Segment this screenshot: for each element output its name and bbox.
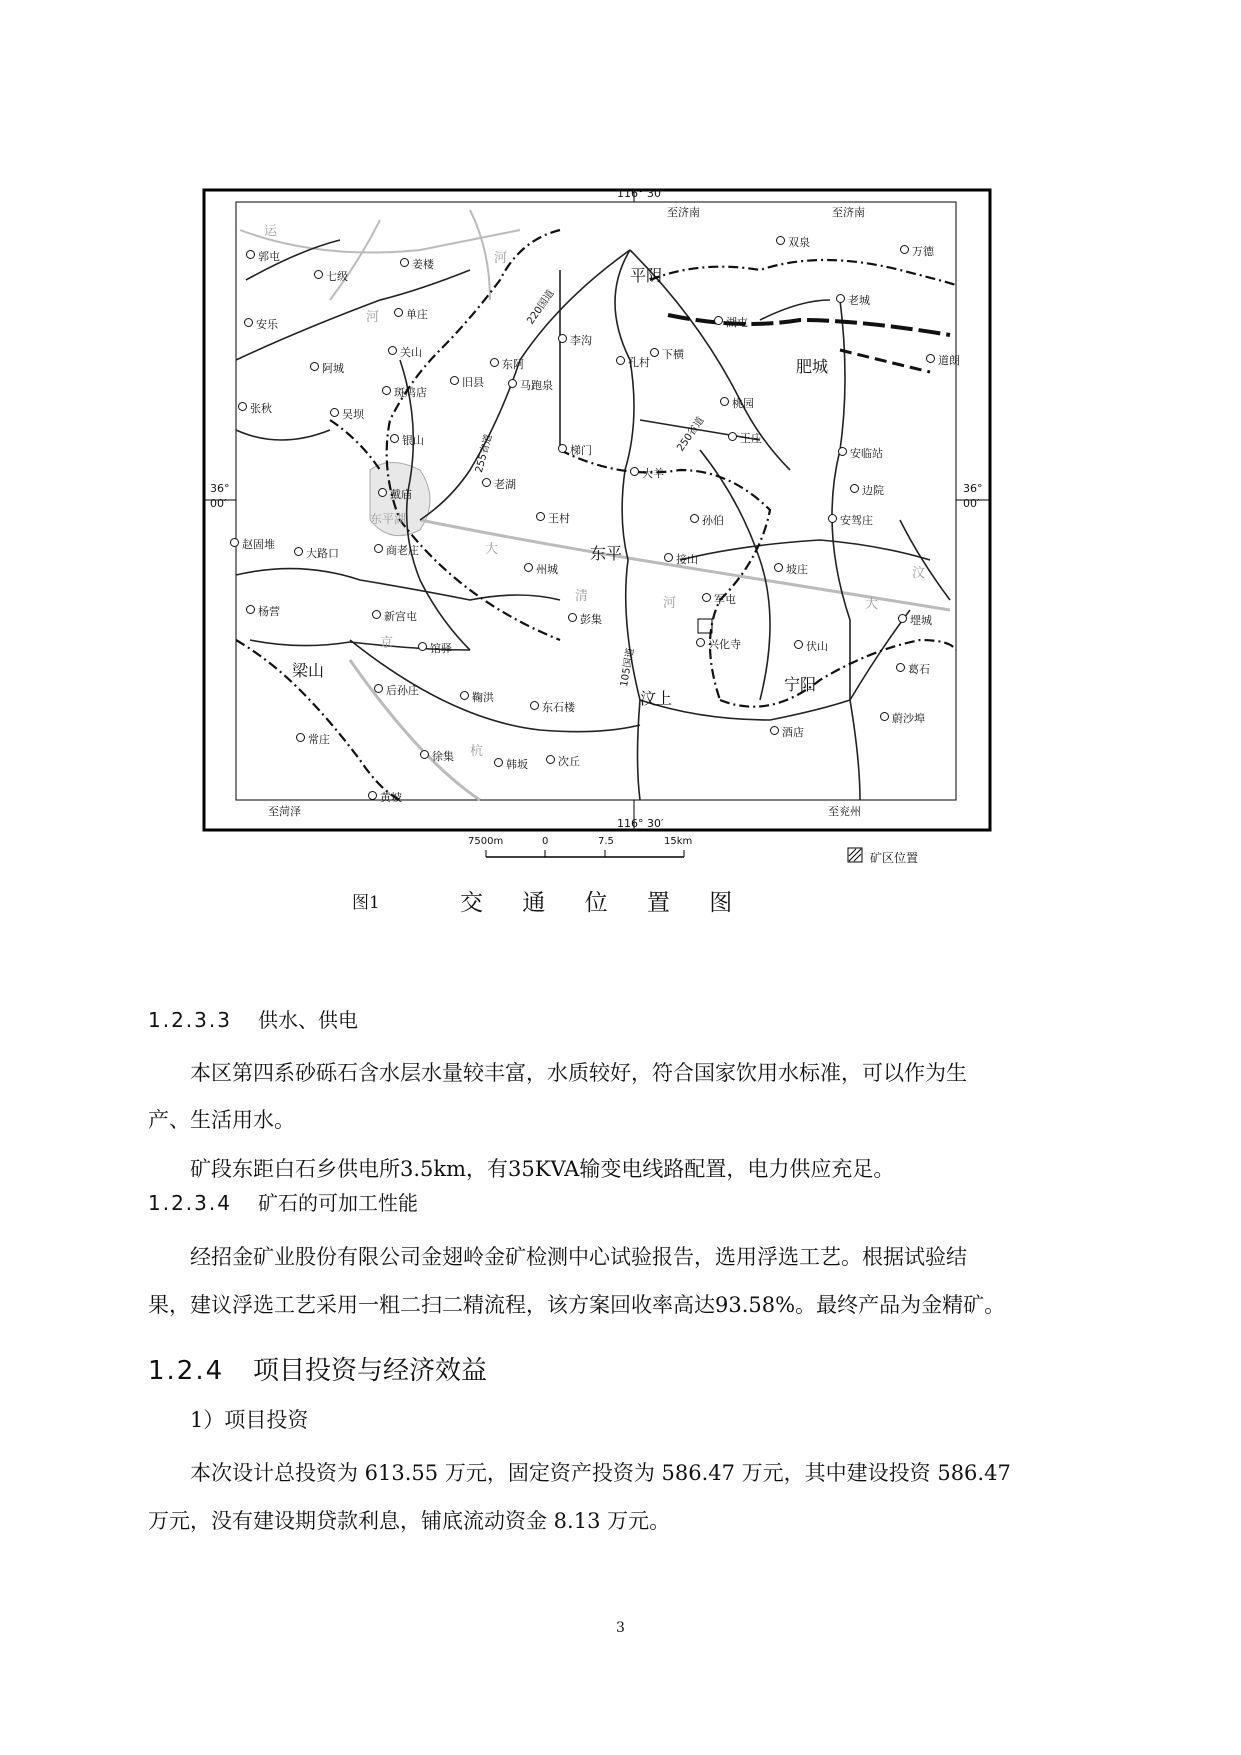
place-label: 马跑泉 (520, 379, 553, 392)
place-label: 安乐 (256, 318, 278, 331)
water-label: 运 (264, 224, 278, 239)
place-marker-icon (314, 270, 323, 279)
place-label: 大路口 (306, 547, 339, 560)
place-marker-icon (558, 334, 567, 343)
place-label: 湖屯 (726, 316, 748, 329)
place-label: 道朗 (938, 354, 960, 367)
section-number: 1.2.3.4 (148, 1191, 232, 1215)
section-title: 项目投资与经济效益 (253, 1356, 488, 1386)
place-marker-icon (460, 691, 469, 700)
place-label: 鞠洪 (472, 691, 494, 704)
place-marker-icon (898, 614, 907, 623)
place-label: 旧县 (462, 376, 484, 389)
place-marker-icon (702, 593, 711, 602)
longitude-top: 116° 30′ (617, 187, 664, 200)
place-marker-icon (230, 538, 239, 547)
city-label: 肥城 (796, 357, 829, 376)
section-title: 矿石的可加工性能 (258, 1191, 418, 1215)
place-label: 李沟 (570, 334, 592, 347)
place-label: 大羊 (642, 467, 664, 480)
place-label: 安驾庄 (840, 514, 873, 527)
section-heading-1234 (148, 1187, 418, 1216)
scale-label: 7500m (468, 836, 504, 847)
place-marker-icon (776, 236, 785, 245)
edge-label: 至济南 (832, 206, 865, 219)
place-marker-icon (374, 684, 383, 693)
water-label: 东平湖 (370, 512, 407, 526)
place-label: 酒店 (782, 726, 804, 739)
place-marker-icon (482, 478, 491, 487)
place-marker-icon (650, 348, 659, 357)
place-marker-icon (238, 402, 247, 411)
place-label: 馆驿 (430, 642, 452, 655)
place-label: 杨营 (258, 605, 280, 618)
water-label: 河 (663, 596, 677, 611)
place-marker-icon (794, 640, 803, 649)
edge-label: 至兖州 (828, 805, 861, 818)
legend-label: 矿区位置 (870, 851, 919, 865)
section-number: 1.2.4 (148, 1356, 225, 1386)
place-label: 新宫屯 (384, 610, 417, 623)
paragraph-investment-line1: 本次设计总投资为 613.55 万元，固定资产投资为 586.47 万元，其中建设投资 586.47 (190, 1461, 1011, 1485)
place-marker-icon (490, 358, 499, 367)
place-label: 王村 (548, 512, 570, 525)
water-label: 大 (865, 597, 879, 612)
place-marker-icon (394, 308, 403, 317)
place-label: 银山 (402, 434, 424, 447)
water-label: 河 (494, 251, 508, 266)
place-label: 徐集 (432, 750, 454, 763)
place-marker-icon (494, 758, 503, 767)
city-label: 梁山 (292, 661, 325, 680)
place-marker-icon (330, 408, 339, 417)
place-marker-icon (420, 750, 429, 759)
road-label: 255省道 (473, 433, 495, 474)
road-label: 220国道 (525, 288, 557, 327)
place-label: 姜楼 (412, 258, 434, 271)
water-label: 杭 (470, 744, 484, 759)
place-marker-icon (536, 512, 545, 521)
latitude-left-min: 00′ (210, 497, 227, 510)
paragraph-water-line1: 本区第四系砂砾石含水层水量较丰富，水质较好，符合国家饮用水标准，可以作为生 (190, 1061, 967, 1085)
place-label: 张秋 (250, 402, 272, 415)
section-heading-1233 (148, 1004, 358, 1033)
place-marker-icon (418, 642, 427, 651)
place-label: 州城 (536, 563, 558, 576)
place-label: 关山 (400, 346, 422, 359)
water-label: 清 (575, 589, 589, 604)
place-marker-icon (836, 294, 845, 303)
place-marker-icon (382, 386, 391, 395)
section-heading-124 (148, 1350, 487, 1387)
place-label: 单庄 (406, 308, 428, 321)
place-label: 军屯 (714, 593, 736, 606)
place-marker-icon (926, 354, 935, 363)
road-label: 250省道 (675, 415, 707, 454)
place-label: 接山 (676, 553, 698, 566)
place-marker-icon (896, 663, 905, 672)
place-label: 赵固堆 (242, 538, 275, 551)
place-marker-icon (390, 434, 399, 443)
place-marker-icon (696, 638, 705, 647)
section-title: 供水、供电 (258, 1008, 358, 1032)
place-label: 彭集 (580, 613, 602, 626)
water-label: 汶 (912, 566, 926, 581)
place-marker-icon (530, 701, 539, 710)
place-label: 常庄 (308, 733, 330, 746)
water-label: 大 (485, 542, 499, 557)
road-label: 105国道 (618, 647, 637, 688)
place-marker-icon (558, 444, 567, 453)
place-marker-icon (568, 613, 577, 622)
place-marker-icon (294, 547, 303, 556)
paragraph-ore-line1: 经招金矿业股份有限公司金翅岭金矿检测中心试验报告，选用浮选工艺。根据试验结 (190, 1245, 967, 1269)
section-number: 1.2.3.3 (148, 1008, 232, 1032)
place-marker-icon (508, 379, 517, 388)
place-marker-icon (378, 488, 387, 497)
edge-label: 至济南 (667, 206, 700, 219)
place-label: 次丘 (558, 755, 580, 768)
place-label: 双泉 (788, 236, 810, 249)
figure-caption-title: 交 通 位 置 图 (460, 890, 749, 916)
place-marker-icon (774, 563, 783, 572)
place-marker-icon (664, 553, 673, 562)
place-label: 葛石 (908, 663, 930, 676)
place-label: 堽城 (910, 614, 932, 627)
place-marker-icon (450, 376, 459, 385)
place-marker-icon (368, 791, 377, 800)
place-label: 兴化寺 (708, 638, 741, 651)
place-label: 安临站 (850, 447, 883, 460)
place-label: 老湖 (494, 478, 516, 491)
city-label: 宁阳 (784, 675, 817, 694)
place-marker-icon (714, 316, 723, 325)
place-marker-icon (770, 726, 779, 735)
subheading-investment: 1）项目投资 (190, 1408, 309, 1432)
place-marker-icon (900, 245, 909, 254)
place-marker-icon (296, 733, 305, 742)
city-label: 平阴 (630, 266, 663, 285)
latitude-right-deg: 36° (963, 482, 983, 495)
place-label: 后孙庄 (386, 684, 419, 697)
place-label: 吴坝 (342, 408, 364, 421)
place-label: 斑鸠店 (394, 386, 427, 399)
place-label: 黄坡 (380, 791, 402, 804)
scale-label: 7.5 (598, 836, 614, 847)
place-label: 万德 (912, 245, 934, 258)
place-marker-icon (374, 544, 383, 553)
scale-label: 15km (664, 836, 693, 847)
place-marker-icon (690, 514, 699, 523)
place-label: 孔村 (628, 356, 650, 369)
place-marker-icon (310, 362, 319, 371)
longitude-bottom: 116° 30′ (617, 817, 664, 830)
water-label: 京 (380, 636, 394, 651)
place-label: 梯门 (570, 444, 592, 457)
place-marker-icon (524, 563, 533, 572)
place-label: 下横 (662, 348, 684, 361)
latitude-right-min: 00′ (963, 497, 980, 510)
place-label: 边院 (862, 484, 884, 497)
city-label: 汶上 (640, 689, 673, 708)
place-label: 桃园 (732, 397, 754, 410)
place-label: 坡庄 (786, 563, 808, 576)
place-label: 孙伯 (702, 514, 724, 527)
place-marker-icon (400, 258, 409, 267)
place-label: 郭屯 (258, 250, 280, 263)
place-marker-icon (244, 318, 253, 327)
place-label: 七级 (326, 270, 348, 283)
place-marker-icon (850, 484, 859, 493)
place-marker-icon (372, 610, 381, 619)
water-label: 河 (366, 310, 380, 325)
paragraph-water-line2: 产、生活用水。 (148, 1108, 295, 1132)
latitude-left-deg: 36° (210, 482, 230, 495)
edge-label: 至菏泽 (268, 805, 301, 818)
place-marker-icon (388, 346, 397, 355)
place-marker-icon (880, 712, 889, 721)
place-label: 阿城 (322, 362, 344, 375)
page-number: 3 (616, 1620, 625, 1636)
place-label: 蔚沙埠 (892, 712, 925, 725)
place-label: 戴庙 (390, 488, 412, 501)
place-marker-icon (246, 605, 255, 614)
place-marker-icon (630, 467, 639, 476)
place-marker-icon (616, 356, 625, 365)
place-marker-icon (728, 432, 737, 441)
place-marker-icon (720, 397, 729, 406)
place-label: 伏山 (806, 640, 828, 653)
paragraph-investment-line2: 万元，没有建设期贷款利息，铺底流动资金 8.13 万元。 (148, 1509, 671, 1533)
scale-label: 0 (542, 836, 549, 847)
place-marker-icon (546, 755, 555, 764)
figure-caption-label: 图1 (352, 893, 380, 913)
place-label: 韩坂 (506, 758, 528, 771)
place-marker-icon (838, 447, 847, 456)
place-label: 东阿 (502, 358, 524, 371)
place-label: 东石楼 (542, 701, 575, 714)
place-label: 老城 (848, 294, 870, 307)
paragraph-power: 矿段东距白石乡供电所3.5km，有35KVA输变电线路配置，电力供应充足。 (190, 1157, 895, 1181)
place-marker-icon (828, 514, 837, 523)
paragraph-ore-line2: 果，建议浮选工艺采用一粗二扫二精流程，该方案回收率高达93.58%。最终产品为金精矿。 (148, 1293, 1006, 1317)
place-marker-icon (246, 250, 255, 259)
city-label: 东平 (590, 544, 623, 563)
place-label: 王庄 (740, 432, 762, 445)
place-label: 商老庄 (386, 544, 419, 557)
